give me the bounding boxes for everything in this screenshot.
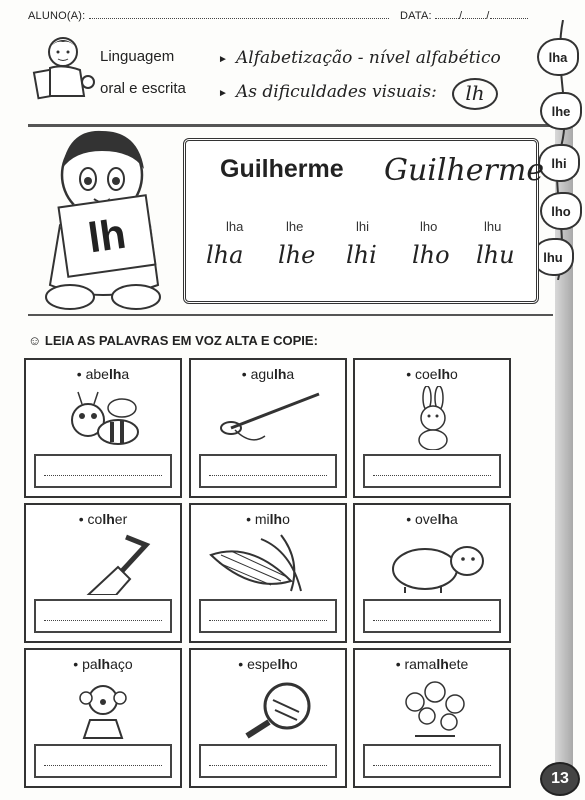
- syllable-script: lho: [412, 241, 450, 269]
- word-card-milho: [189, 503, 347, 643]
- date-label: DATA:: [400, 10, 432, 22]
- syllable-script: lha: [206, 241, 244, 269]
- date-separator: /: [486, 10, 490, 22]
- student-label: ALUNO(A):: [28, 10, 86, 22]
- needle-icon: [191, 386, 345, 450]
- arrow-icon: ►: [218, 88, 228, 99]
- copy-box[interactable]: [34, 744, 172, 778]
- syllable-print: lhe: [286, 219, 304, 234]
- bee-icon: [26, 386, 180, 450]
- page-number: 13: [540, 762, 580, 796]
- mirror-icon: [191, 676, 345, 740]
- topic-2: As dificuldades visuais:: [236, 82, 437, 102]
- name-print: Guilherme: [220, 155, 344, 183]
- copy-box[interactable]: [199, 744, 337, 778]
- smiley-icon: ☺: [28, 333, 45, 348]
- clown-icon: [26, 676, 180, 740]
- trowel-icon: [26, 531, 180, 595]
- arrow-icon: ►: [218, 54, 228, 65]
- word-card-ovelha: [353, 503, 511, 643]
- side-tag-lhi: lhi: [538, 144, 580, 182]
- subject-line-2: oral e escrita: [100, 80, 186, 97]
- rabbit-icon: [355, 386, 509, 450]
- word-card-colher: [24, 503, 182, 643]
- child-reading-icon: [30, 30, 96, 104]
- word-card-coelho: [353, 358, 511, 498]
- name-script: Guilherme: [384, 153, 545, 188]
- copy-box[interactable]: [363, 599, 501, 633]
- copy-box[interactable]: [34, 599, 172, 633]
- word-label: • milho: [246, 511, 290, 527]
- student-name-line: [28, 8, 389, 22]
- corn-icon: [191, 531, 345, 595]
- date-line: [400, 8, 528, 22]
- word-label: • abelha: [76, 366, 130, 382]
- word-card-espelho: [189, 648, 347, 788]
- word-card-palhaco: [24, 648, 182, 788]
- student-name-field[interactable]: [89, 8, 389, 19]
- word-label: • colher: [78, 511, 128, 527]
- copy-box[interactable]: [363, 454, 501, 488]
- syllable-script: lhi: [346, 241, 377, 269]
- word-label: • palhaço: [73, 656, 133, 672]
- copy-box[interactable]: [363, 744, 501, 778]
- word-card-ramalhete: [353, 648, 511, 788]
- side-tag-lho: lho: [540, 192, 582, 230]
- instruction: [28, 333, 318, 348]
- syllable-print: lho: [420, 219, 438, 234]
- copy-box[interactable]: [34, 454, 172, 488]
- word-label: • coelho: [406, 366, 458, 382]
- copy-box[interactable]: [199, 454, 337, 488]
- title-box: [183, 138, 545, 304]
- bouquet-icon: [355, 676, 509, 740]
- syllable-print: lha: [226, 219, 244, 234]
- side-tag-lhu: lhu: [532, 238, 574, 276]
- word-label: • espelho: [238, 656, 298, 672]
- date-month-field[interactable]: [462, 8, 486, 19]
- syllable-script: lhu: [476, 241, 515, 269]
- copy-box[interactable]: [199, 599, 337, 633]
- subject-line-1: Linguagem: [100, 48, 175, 65]
- syllable-script: lhe: [278, 241, 316, 269]
- sheep-icon: [355, 531, 509, 595]
- date-year-field[interactable]: [490, 8, 528, 19]
- word-card-agulha: [189, 358, 347, 498]
- date-separator: /: [459, 10, 463, 22]
- syllable-print: lhu: [484, 219, 502, 234]
- date-day-field[interactable]: [435, 8, 459, 19]
- topic-badge: lh: [452, 78, 498, 110]
- instruction-text: LEIA AS PALAVRAS EM VOZ ALTA E COPIE:: [44, 333, 318, 348]
- word-label: • ramalhete: [395, 656, 469, 672]
- word-label: • agulha: [241, 366, 295, 382]
- word-card-abelha: [24, 358, 182, 498]
- lh-sign: lh: [57, 194, 156, 278]
- word-label: • ovelha: [406, 511, 458, 527]
- topic-1: Alfabetização - nível alfabético: [236, 48, 501, 68]
- side-tag-lha: lha: [537, 38, 579, 76]
- syllable-print: lhi: [356, 219, 370, 234]
- side-tag-lhe: lhe: [540, 92, 582, 130]
